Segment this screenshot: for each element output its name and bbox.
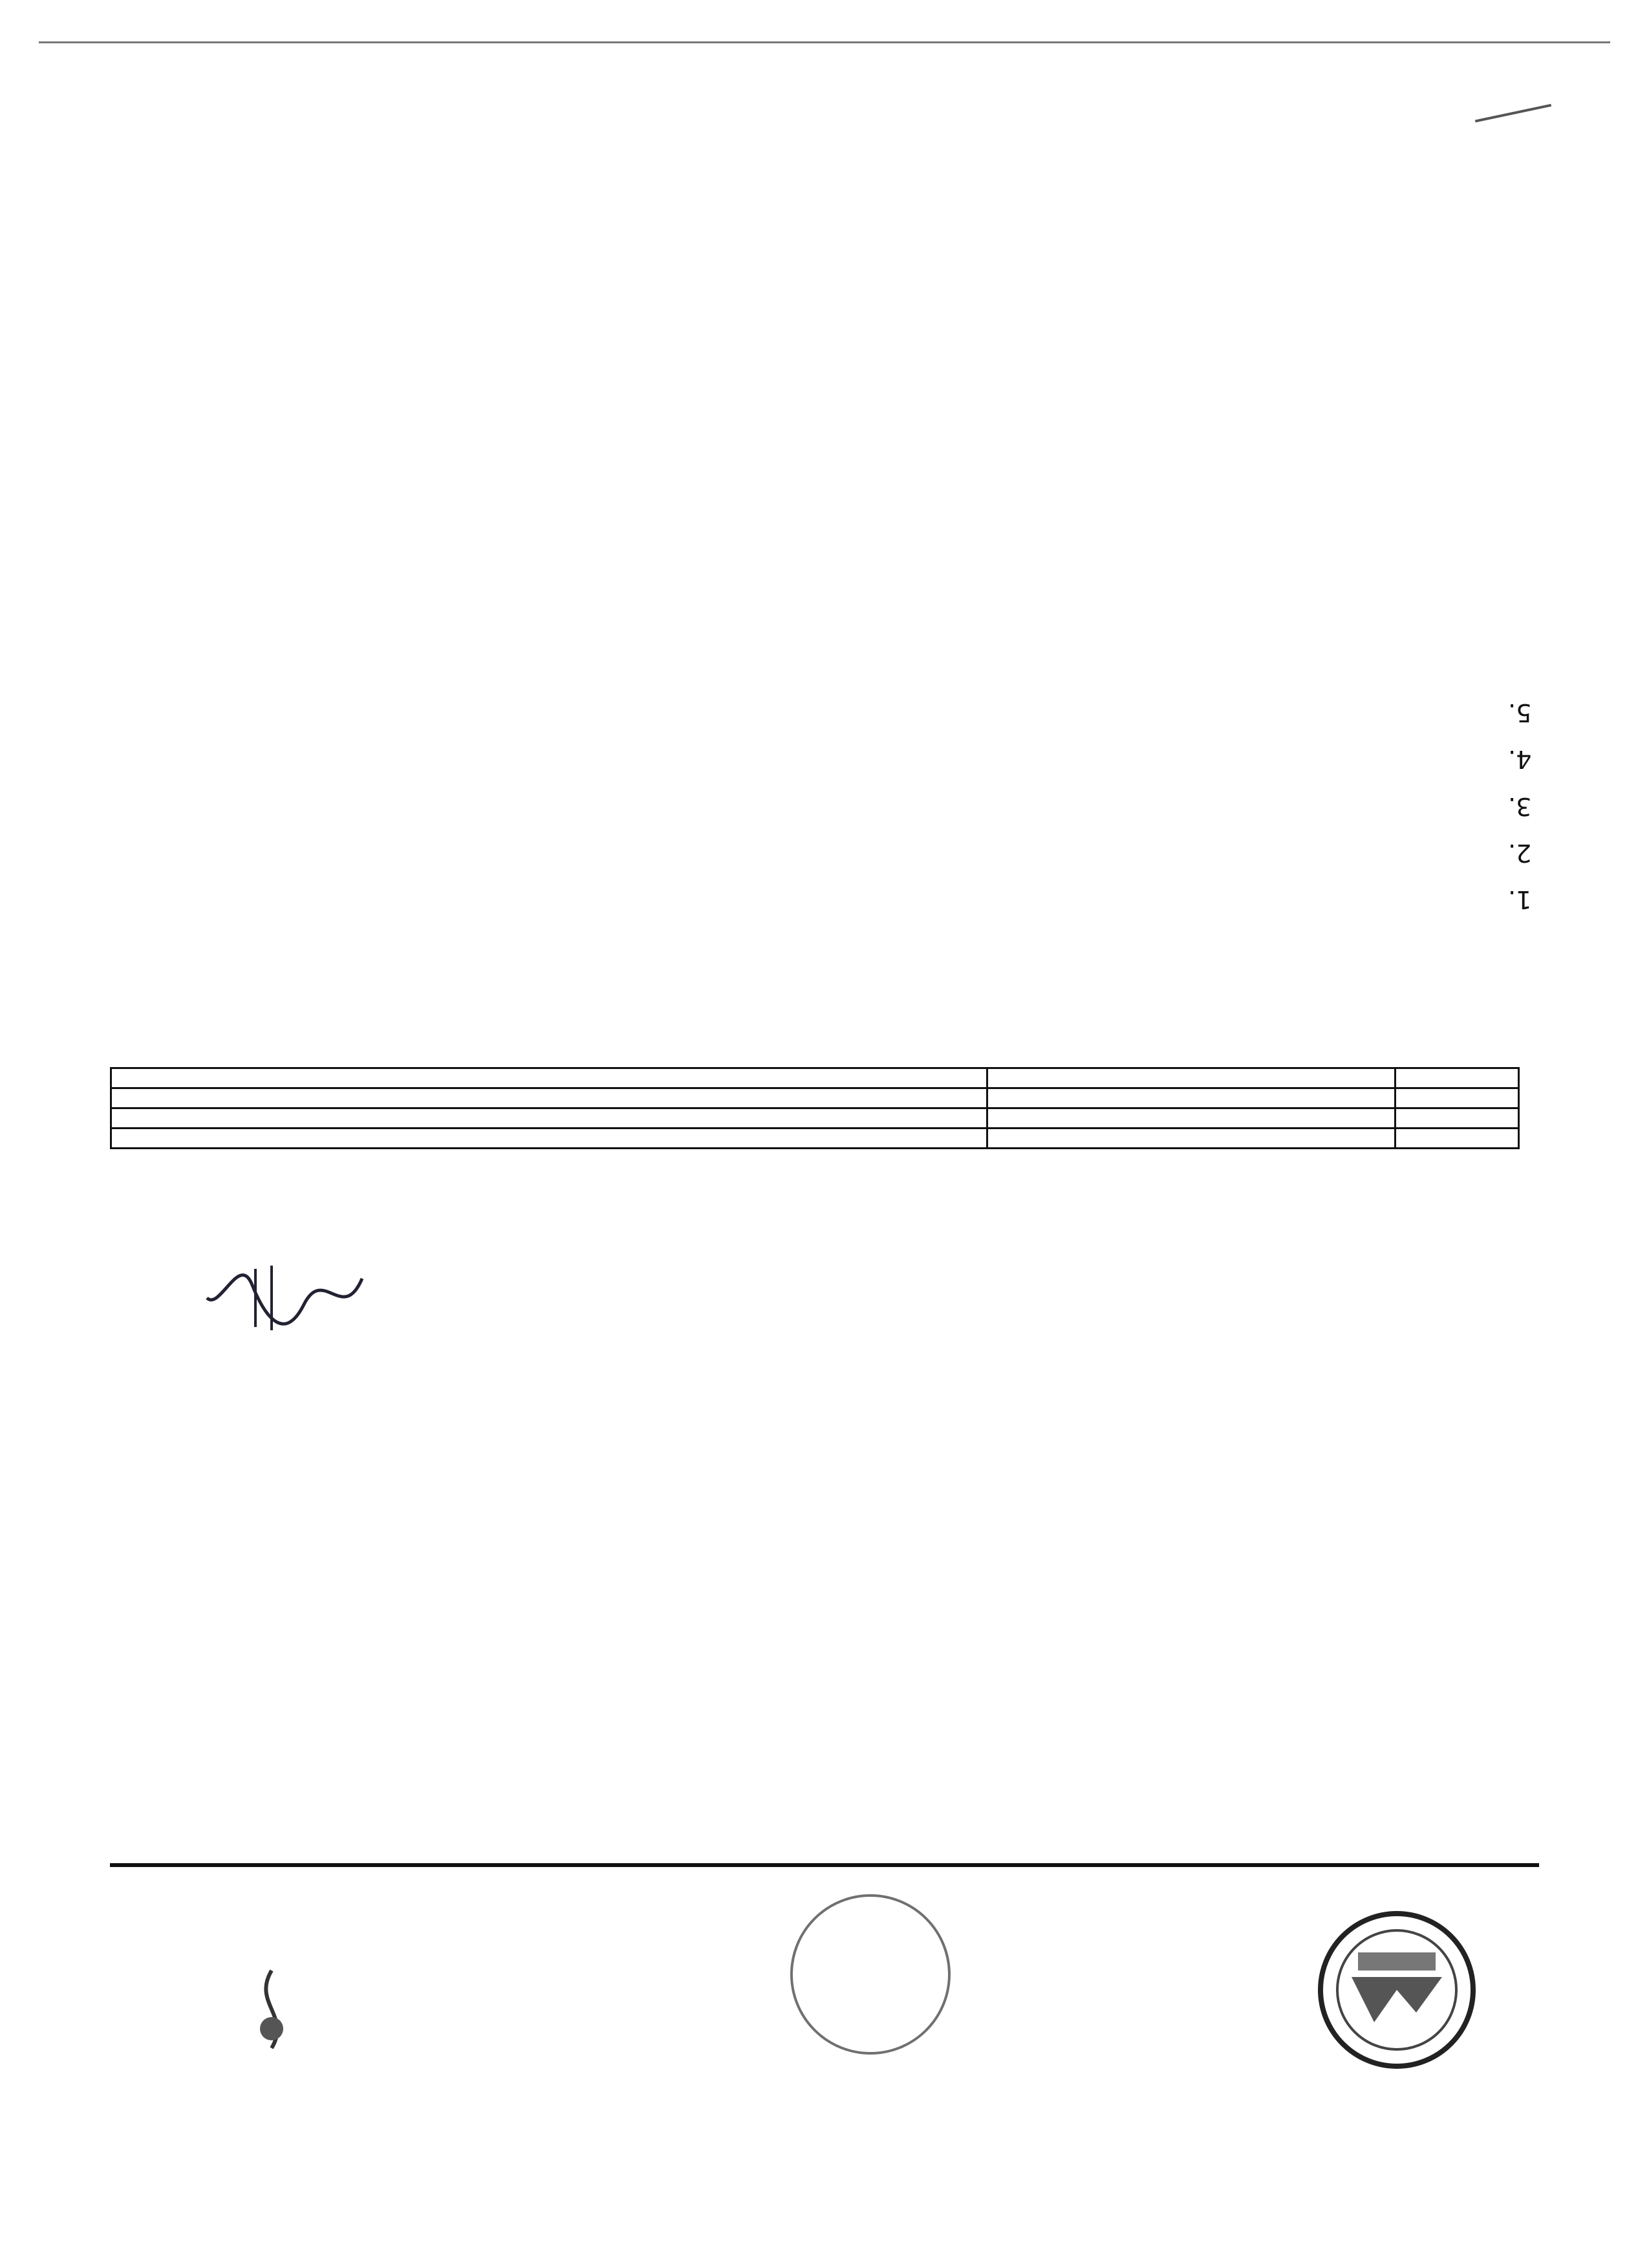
table-cell	[987, 1088, 1396, 1108]
letterhead-divider	[110, 1863, 1539, 1867]
scan-mark	[1475, 104, 1551, 123]
visit-nepal-logo-icon	[213, 1925, 330, 2055]
table-cell	[111, 1088, 987, 1108]
requirements-list	[110, 689, 1539, 923]
table-cell	[1396, 1088, 1519, 1108]
list-item	[110, 876, 1500, 923]
table-row	[111, 1088, 1519, 1108]
table-cell	[1396, 1068, 1519, 1088]
table-header-row	[111, 1129, 1519, 1149]
column-header-item	[987, 1129, 1396, 1149]
government-emblem-icon	[1313, 1906, 1481, 2074]
column-header-serial	[1396, 1129, 1519, 1149]
list-item	[110, 689, 1500, 736]
list-item	[110, 736, 1500, 783]
list-item	[110, 830, 1500, 876]
table-cell	[1396, 1108, 1519, 1129]
table-row	[111, 1108, 1519, 1129]
signature-icon	[200, 1259, 369, 1337]
table-row	[111, 1068, 1519, 1088]
office-round-stamp	[790, 1894, 951, 2055]
signature-block	[123, 1207, 394, 1363]
table-cell	[111, 1108, 987, 1129]
letterhead	[0, 2056, 1649, 2068]
column-header-area	[111, 1129, 987, 1149]
table-cell	[987, 1108, 1396, 1129]
table-cell	[987, 1068, 1396, 1088]
list-item	[110, 783, 1500, 829]
table-cell	[111, 1068, 987, 1088]
items-table	[110, 1067, 1520, 1149]
top-scan-edge-line	[39, 41, 1610, 43]
